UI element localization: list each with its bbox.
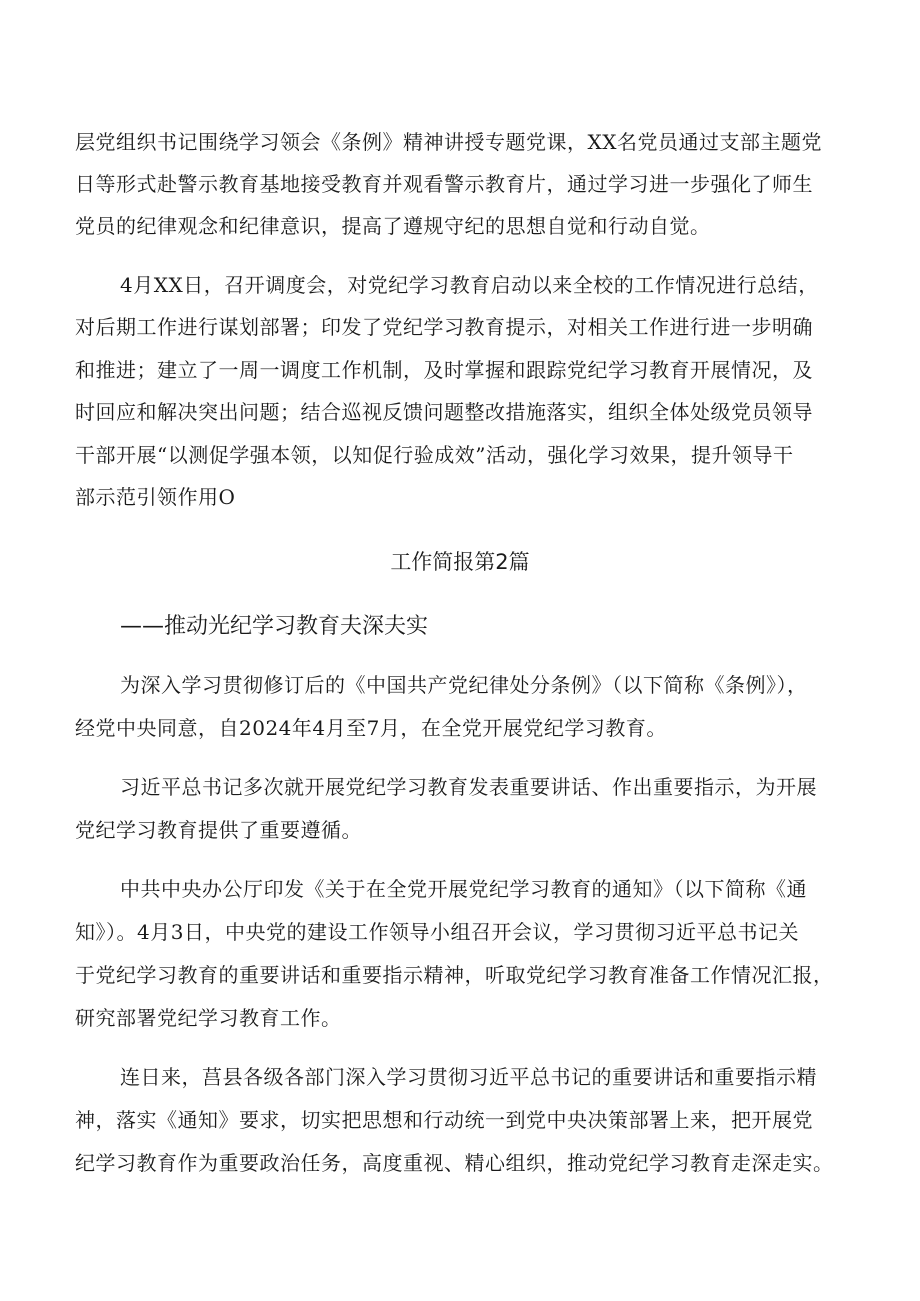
body-line: 日等形式赴警示教育基地接受教育并观看警示教育片，通过学习进一步强化了师生 bbox=[75, 172, 813, 196]
body-line: 时回应和解决突出问题；结合巡视反馈问题整改措施落实，组织全体处级党员领导 bbox=[75, 400, 813, 424]
body-line: 为深入学习贯彻修订后的《中国共产党纪律处分条例》（以下简称《条例》）， bbox=[120, 673, 808, 697]
body-line: 党纪学习教育提供了重要遵循。 bbox=[75, 818, 362, 842]
section-title: 工作简报第2篇 bbox=[390, 550, 530, 574]
body-line: 中共中央办公厅印发《关于在全党开展党纪学习教育的通知》（以下简称《通 bbox=[120, 877, 807, 901]
body-line: 神，落实《通知》要求，切实把思想和行动统一到党中央决策部署上来，把开展党 bbox=[75, 1108, 813, 1132]
body-line: 党员的纪律观念和纪律意识，提高了遵规守纪的思想自觉和行动自觉。 bbox=[75, 214, 711, 238]
body-line: 干部开展“以测促学强本领，以知促行验成效”活动，强化学习效果，提升领导干 bbox=[75, 443, 794, 467]
body-line: 连日来，莒县各级各部门深入学习贯彻习近平总书记的重要讲话和重要指示精 bbox=[120, 1065, 817, 1089]
body-line: 和推进；建立了一周一调度工作机制，及时掌握和跟踪党纪学习教育开展情况，及 bbox=[75, 358, 813, 382]
subtitle: ——推动光纪学习教育夫深夫实 bbox=[120, 614, 429, 639]
body-line: 4月XX日，召开调度会，对党纪学习教育启动以来全校的工作情况进行总结， bbox=[120, 273, 819, 297]
body-line: 纪学习教育作为重要政治任务，高度重视、精心组织，推动党纪学习教育走深走实。 bbox=[75, 1151, 834, 1175]
body-line: 对后期工作进行谋划部署；印发了党纪学习教育提示，对相关工作进行进一步明确 bbox=[75, 315, 813, 339]
body-line: 习近平总书记多次就开展党纪学习教育发表重要讲话、作出重要指示，为开展 bbox=[120, 775, 817, 799]
body-line: 于党纪学习教育的重要讲话和重要指示精神，听取党纪学习教育准备工作情况汇报， bbox=[75, 963, 834, 987]
body-line: 知》）。4月3日，中央党的建设工作领导小组召开会议，学习贯彻习近平总书记关 bbox=[75, 920, 799, 944]
body-line: 经党中央同意，自2024年4月至7月，在全党开展党纪学习教育。 bbox=[75, 716, 667, 740]
body-line: 层党组织书记围绕学习领会《条例》精神讲授专题党课，XX名党员通过支部主题党 bbox=[75, 130, 822, 154]
body-line: 研究部署党纪学习教育工作。 bbox=[75, 1006, 342, 1030]
body-line: 部示范引领作用O bbox=[75, 485, 236, 509]
